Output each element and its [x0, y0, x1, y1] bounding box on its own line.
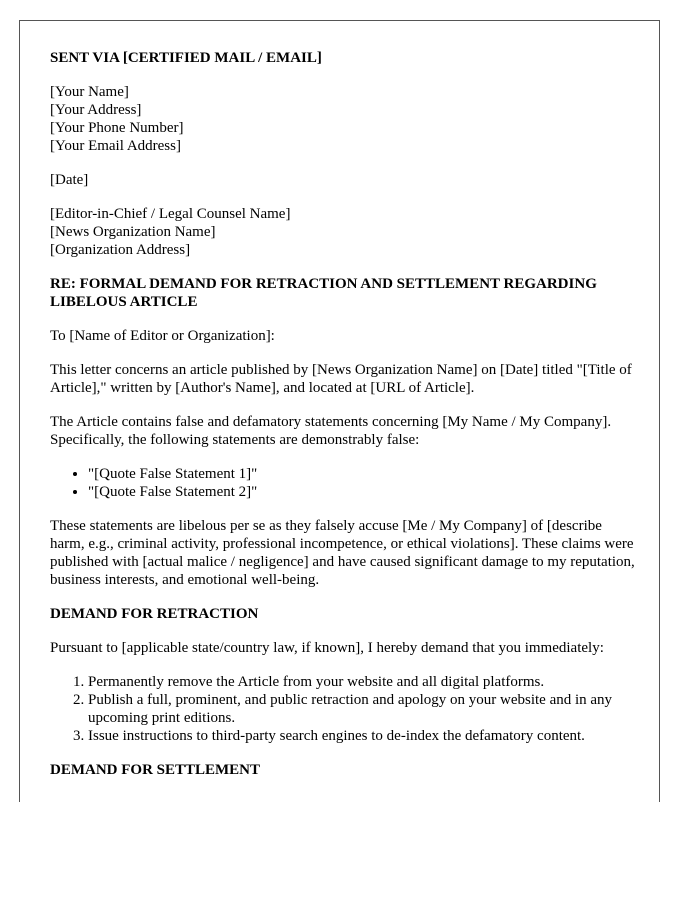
retraction-demand-item: 1. Permanently remove the Article from your website and all digital platforms.	[88, 673, 640, 691]
letter-date: [Date]	[50, 172, 89, 188]
false-statement-item: • "[Quote False Statement 2]"	[88, 483, 640, 501]
retraction-heading: DEMAND FOR RETRACTION	[50, 606, 259, 622]
retraction-demand-item: 2. Publish a full, prominent, and public retraction and apology on your website and in any upcoming print editions.	[88, 691, 640, 727]
recipient-block	[50, 205, 640, 259]
body-paragraph-2: The Article contains false and defamatory statements concerning [My Name / My Company]. Specifically, the following statements are demonstrably false:	[50, 414, 612, 448]
sent-via-line: SENT VIA [CERTIFIED MAIL / EMAIL]	[50, 50, 322, 66]
settlement-heading: DEMAND FOR SETTLEMENT	[50, 762, 261, 778]
body-paragraph-1: This letter concerns an article published by [News Organization Name] on [Date] titled "[Title of Article]," written by [Author's Name], and located at [URL of Article].	[50, 362, 632, 396]
sender-address: [Your Address]	[50, 102, 142, 118]
retraction-intro: Pursuant to [applicable state/country law, if known], I hereby demand that you immediately:	[50, 640, 604, 656]
retraction-demand-item: 3. Issue instructions to third-party search engines to de-index the defamatory content.	[88, 727, 640, 745]
sender-block	[50, 83, 640, 155]
letter-page	[19, 20, 660, 802]
recipient-address: [Organization Address]	[50, 242, 191, 258]
recipient-organization: [News Organization Name]	[50, 224, 216, 240]
recipient-title: [Editor-in-Chief / Legal Counsel Name]	[50, 206, 291, 222]
sender-phone: [Your Phone Number]	[50, 120, 184, 136]
sender-name: [Your Name]	[50, 84, 129, 100]
body-paragraph-3: These statements are libelous per se as they falsely accuse [Me / My Company] of [describe harm, e.g., criminal activity, professional incompetence, or ethical violations]. These claims were published with [actual malice / negligence] and have caused significant damage to my reputation, business interests, and emotional well-being.	[50, 518, 635, 588]
false-statement-item: • "[Quote False Statement 1]"	[88, 465, 640, 483]
letter-content	[50, 49, 640, 795]
retraction-demands-list	[50, 673, 640, 745]
subject-line: RE: FORMAL DEMAND FOR RETRACTION AND SETTLEMENT REGARDING LIBELOUS ARTICLE	[50, 276, 597, 310]
sender-email: [Your Email Address]	[50, 138, 181, 154]
salutation: To [Name of Editor or Organization]:	[50, 328, 275, 344]
false-statements-list	[50, 465, 640, 501]
